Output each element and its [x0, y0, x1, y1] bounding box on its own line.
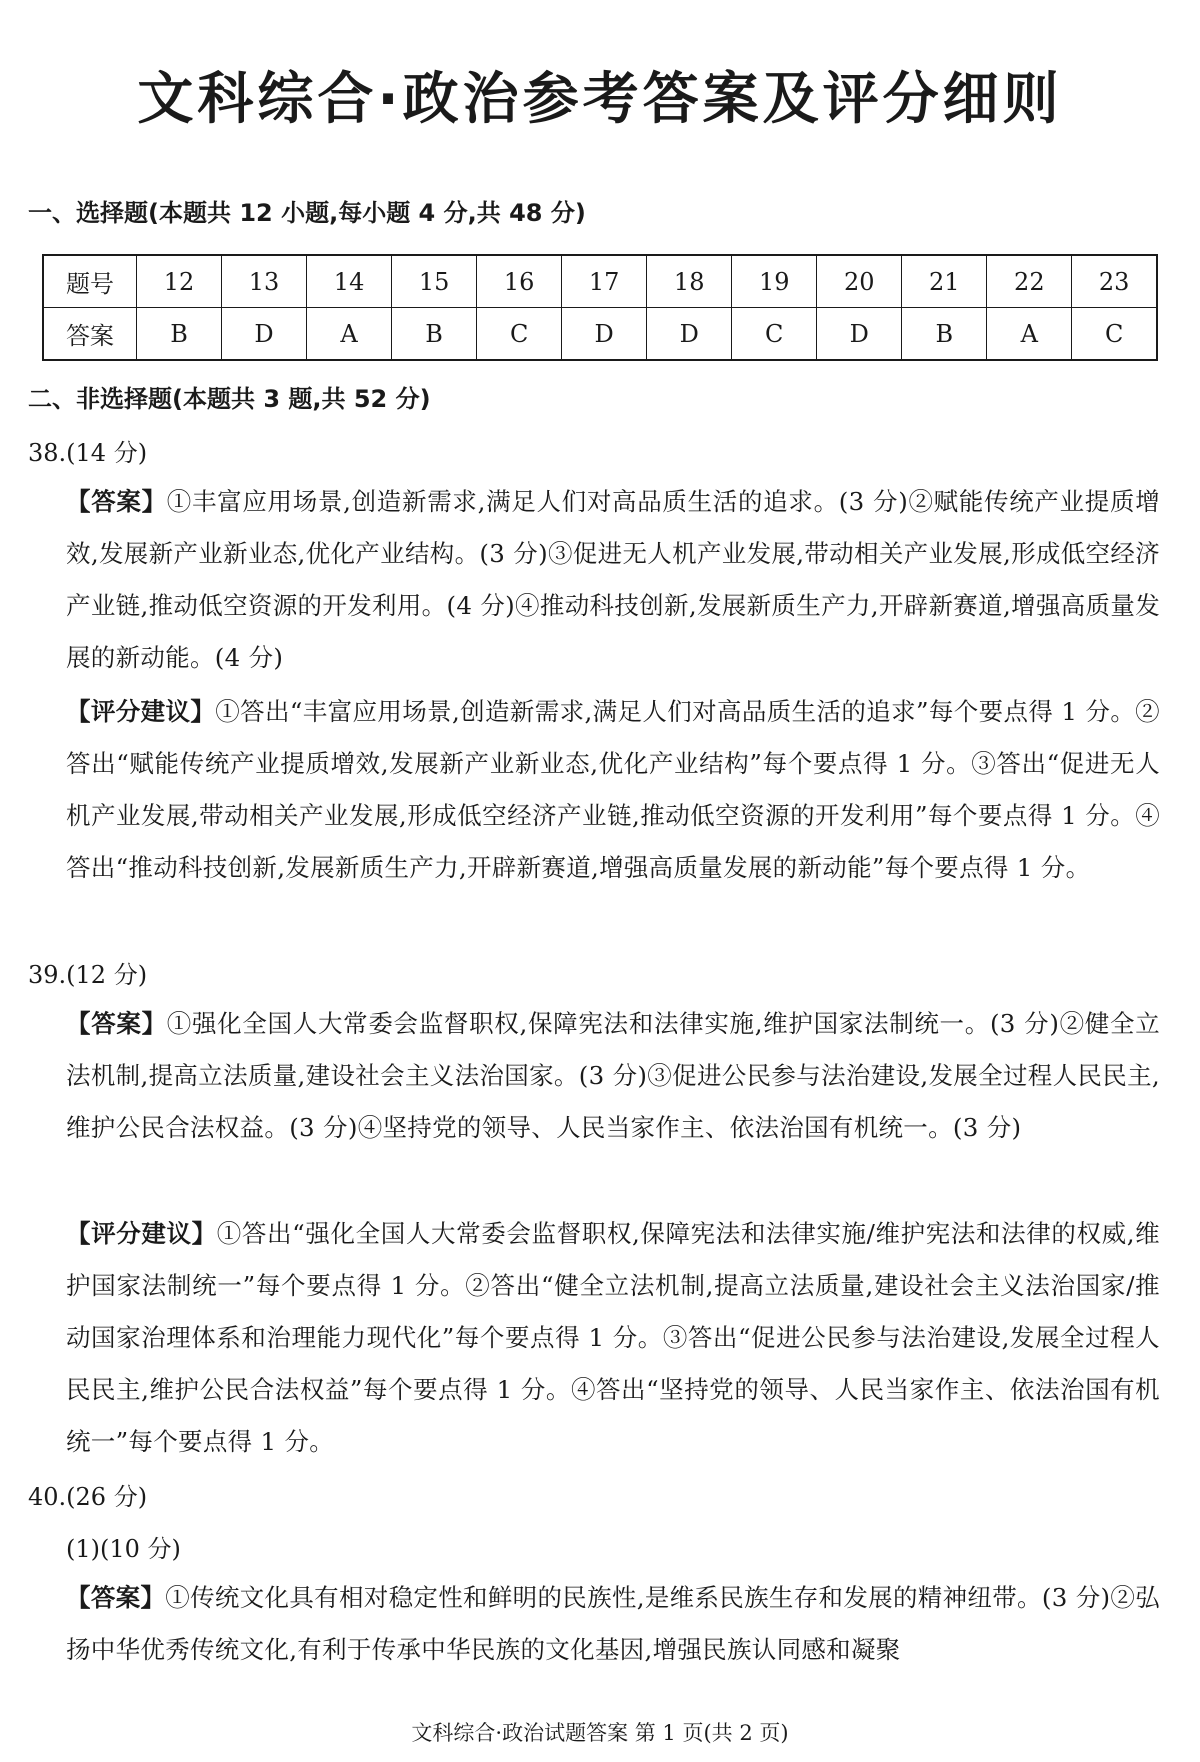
table-cell: A [307, 308, 392, 361]
table-cell: D [562, 308, 647, 361]
answer-tag: 【答案】 [66, 487, 167, 516]
table-cell: 21 [902, 255, 987, 308]
q39-scoring-text: ①答出“强化全国人大常委会监督职权,保障宪法和法律实施/维护宪法和法律的权威,维护国家法制统一”每个要点得 1 分。②答出“健全立法机制,提高立法质量,建设社会主义法治国家/推动国家治理体系和治理能力现代化”每个要点得 1 分。③答出“促进公民参与法治建设,发展全过程人民民主,维护公民合法权益”每个要点得 1 分。④答出“坚持党的领导、人民当家作主、依法治国有机统一”每个要点得 1 分。 [66, 1219, 1160, 1456]
table-cell: 22 [987, 255, 1072, 308]
q38-answer-text: ①丰富应用场景,创造新需求,满足人们对高品质生活的追求。(3 分)②赋能传统产业提质增效,发展新产业新业态,优化产业结构。(3 分)③促进无人机产业发展,带动相关产业发展,形成低空经济产业链,推动低空资源的开发利用。(4 分)④推动科技创新,发展新质生产力,开辟新赛道,增强高质量发展的新动能。(4 分) [66, 487, 1160, 672]
q38-answer [66, 476, 1160, 684]
table-cell: B [137, 308, 222, 361]
choice-answer-table [42, 254, 1158, 361]
answer-tag: 【答案】 [66, 1009, 167, 1038]
table-cell: 17 [562, 255, 647, 308]
answer-tag: 【答案】 [66, 1583, 166, 1612]
table-cell: 14 [307, 255, 392, 308]
q38-label: 38.(14 分) [28, 439, 148, 467]
table-row-answers [43, 308, 1157, 361]
table-cell: B [392, 308, 477, 361]
table-cell: 16 [477, 255, 562, 308]
table-cell: D [222, 308, 307, 361]
table-cell: C [732, 308, 817, 361]
section1-heading: 一、选择题(本题共 12 小题,每小题 4 分,共 48 分) [28, 199, 586, 227]
table-cell: C [1072, 308, 1157, 361]
scoring-tag: 【评分建议】 [66, 1219, 217, 1248]
row-label-number: 题号 [43, 255, 137, 308]
q40-label: 40.(26 分) [28, 1483, 148, 1511]
table-cell: 19 [732, 255, 817, 308]
table-cell: 13 [222, 255, 307, 308]
scoring-tag: 【评分建议】 [66, 697, 216, 726]
table-cell: 15 [392, 255, 477, 308]
table-cell: 20 [817, 255, 902, 308]
table-cell: C [477, 308, 562, 361]
table-cell: B [902, 308, 987, 361]
page-title: 文科综合·政治参考答案及评分细则 [137, 67, 1063, 132]
q40-answer [66, 1572, 1160, 1676]
table-row-numbers [43, 255, 1157, 308]
q38-scoring-text: ①答出“丰富应用场景,创造新需求,满足人们对高品质生活的追求”每个要点得 1 分。②答出“赋能传统产业提质增效,发展新产业新业态,优化产业结构”每个要点得 1 分。③答出“促进无人机产业发展,带动相关产业发展,形成低空经济产业链,推动低空资源的开发利用”每个要点得 1 分。④答出“推动科技创新,发展新质生产力,开辟新赛道,增强高质量发展的新动能”每个要点得 1 分。 [66, 697, 1160, 882]
q39-answer-text: ①强化全国人大常委会监督职权,保障宪法和法律实施,维护国家法制统一。(3 分)②健全立法机制,提高立法质量,建设社会主义法治国家。(3 分)③促进公民参与法治建设,发展全过程人民民主,维护公民合法权益。(3 分)④坚持党的领导、人民当家作主、依法治国有机统一。(3 分) [66, 1009, 1160, 1142]
table-cell: 18 [647, 255, 732, 308]
table-cell: 12 [137, 255, 222, 308]
q40-answer-text: ①传统文化具有相对稳定性和鲜明的民族性,是维系民族生存和发展的精神纽带。(3 分)②弘扬中华优秀传统文化,有利于传承中华民族的文化基因,增强民族认同感和凝聚 [66, 1583, 1160, 1664]
q39-answer [66, 998, 1160, 1154]
table-cell: D [817, 308, 902, 361]
q39-scoring [66, 1208, 1160, 1468]
q40-sub1-label: (1)(10 分) [66, 1535, 181, 1563]
table-cell: 23 [1072, 255, 1157, 308]
page-footer: 文科综合·政治试题答案 第 1 页(共 2 页) [411, 1721, 789, 1745]
table-cell: D [647, 308, 732, 361]
q39-label: 39.(12 分) [28, 961, 148, 989]
row-label-answer: 答案 [43, 308, 137, 361]
q38-scoring [66, 686, 1160, 894]
table-cell: A [987, 308, 1072, 361]
section2-heading: 二、非选择题(本题共 3 题,共 52 分) [28, 385, 431, 413]
